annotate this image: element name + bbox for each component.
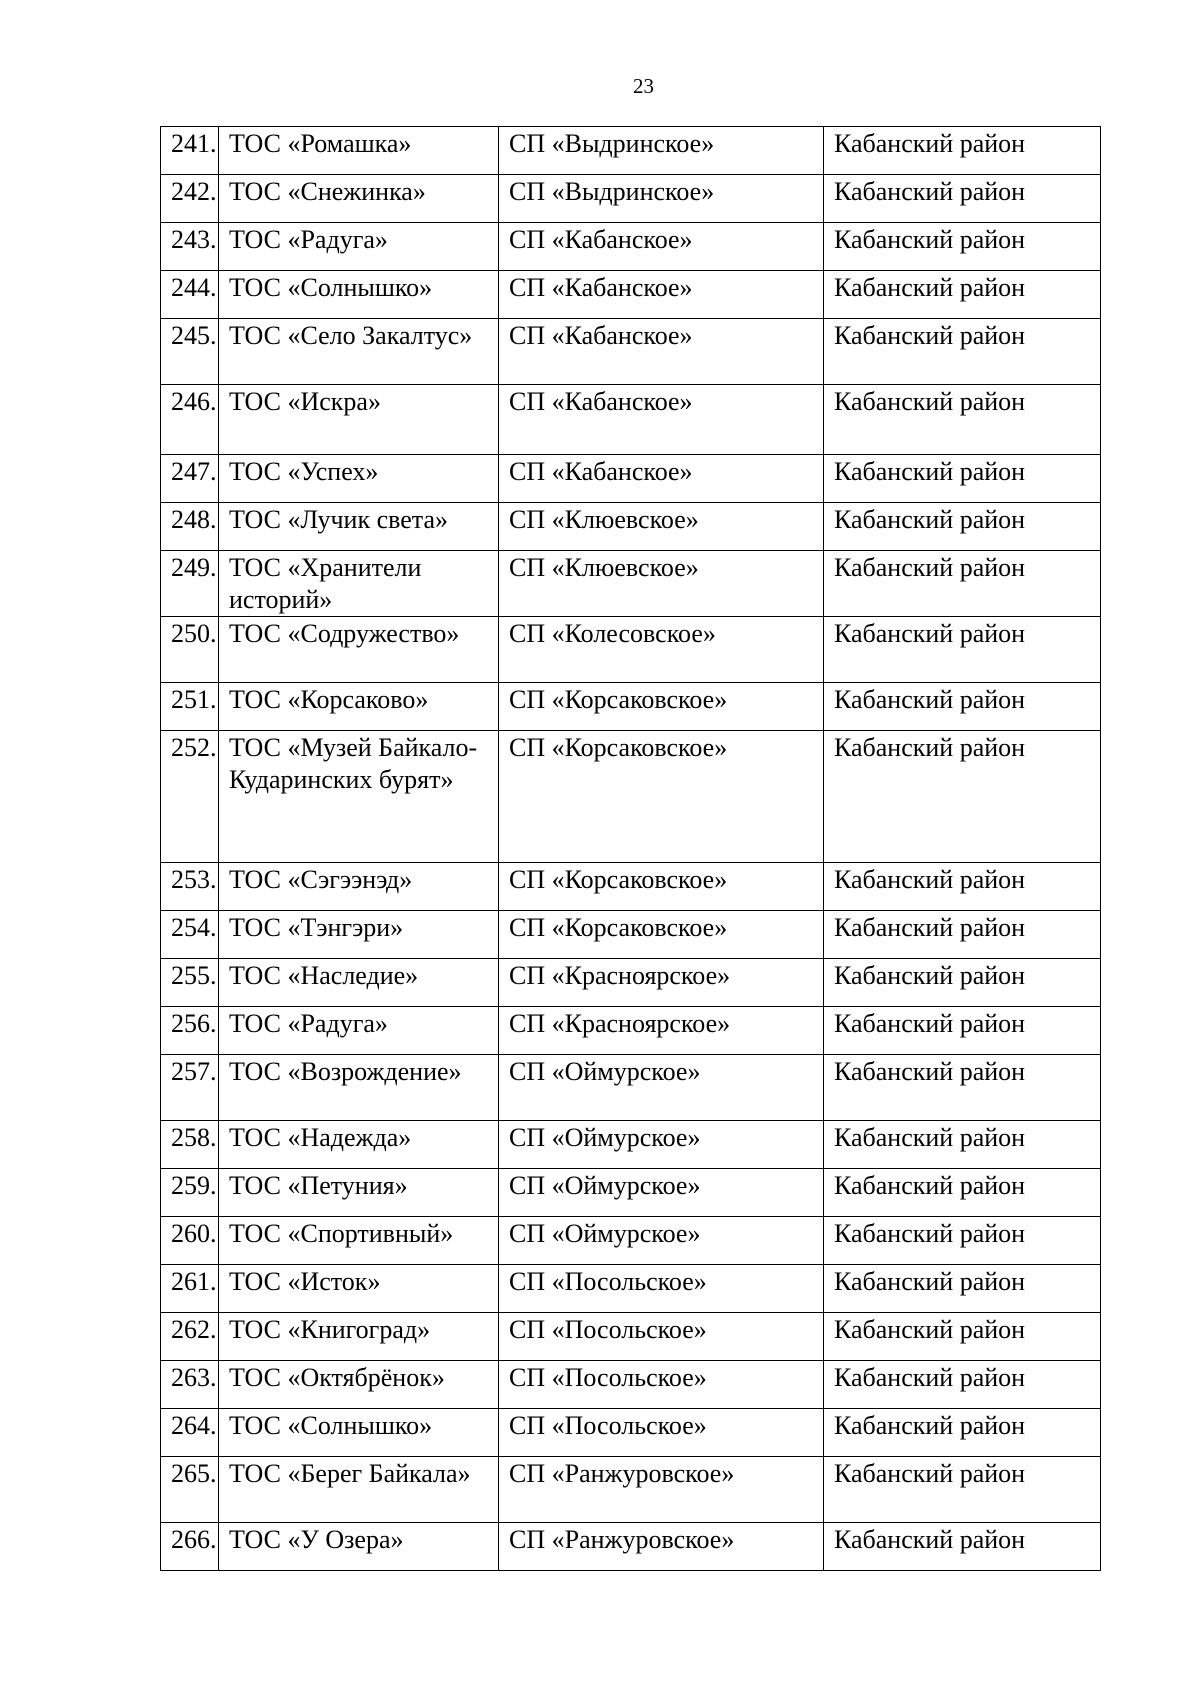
row-number: 258. [161,1121,219,1169]
tos-name: ТОС «Возрождение» [219,1055,499,1121]
table-row [161,1121,1101,1169]
tos-name: ТОС «Корсаково» [219,683,499,731]
settlement-name: СП «Посольское» [499,1313,824,1361]
settlement-name: СП «Клюевское» [499,503,824,551]
settlement-name: СП «Посольское» [499,1265,824,1313]
tos-registry-table [160,126,1101,1571]
row-number: 245. [161,319,219,385]
settlement-name: СП «Посольское» [499,1409,824,1457]
table-row [161,319,1101,385]
row-number: 253. [161,863,219,911]
table-row [161,911,1101,959]
tos-name: ТОС «Солнышко» [219,1409,499,1457]
settlement-name: СП «Корсаковское» [499,731,824,863]
settlement-name: СП «Выдринское» [499,127,824,175]
table-row [161,127,1101,175]
district-name: Кабанский район [824,617,1101,683]
row-number: 259. [161,1169,219,1217]
district-name: Кабанский район [824,1313,1101,1361]
table-row [161,863,1101,911]
district-name: Кабанский район [824,959,1101,1007]
row-number: 263. [161,1361,219,1409]
row-number: 243. [161,223,219,271]
district-name: Кабанский район [824,1217,1101,1265]
row-number: 254. [161,911,219,959]
page-number: 23 [633,74,654,98]
settlement-name: СП «Красноярское» [499,959,824,1007]
district-name: Кабанский район [824,175,1101,223]
tos-name: ТОС «Лучик света» [219,503,499,551]
table-row [161,271,1101,319]
row-number: 265. [161,1457,219,1523]
table-row [161,959,1101,1007]
row-number: 247. [161,455,219,503]
district-name: Кабанский район [824,503,1101,551]
tos-name: ТОС «Наследие» [219,959,499,1007]
table-row [161,503,1101,551]
row-number: 244. [161,271,219,319]
table-row [161,731,1101,863]
row-number: 241. [161,127,219,175]
district-name: Кабанский район [824,1409,1101,1457]
settlement-name: СП «Кабанское» [499,271,824,319]
tos-name: ТОС «Снежинка» [219,175,499,223]
table-row [161,175,1101,223]
district-name: Кабанский район [824,385,1101,455]
settlement-name: СП «Оймурское» [499,1169,824,1217]
district-name: Кабанский район [824,1457,1101,1523]
row-number: 266. [161,1523,219,1571]
row-number: 257. [161,1055,219,1121]
table-row [161,1523,1101,1571]
settlement-name: СП «Корсаковское» [499,863,824,911]
tos-name: ТОС «Петуния» [219,1169,499,1217]
table-row [161,1457,1101,1523]
district-name: Кабанский район [824,1523,1101,1571]
row-number: 248. [161,503,219,551]
tos-name: ТОС «Берег Байкала» [219,1457,499,1523]
district-name: Кабанский район [824,863,1101,911]
district-name: Кабанский район [824,1007,1101,1055]
tos-name: ТОС «Спортивный» [219,1217,499,1265]
settlement-name: СП «Кабанское» [499,223,824,271]
table-row [161,385,1101,455]
table-row [161,551,1101,617]
tos-name: ТОС «Содружество» [219,617,499,683]
tos-name: ТОС «У Озера» [219,1523,499,1571]
settlement-name: СП «Клюевское» [499,551,824,617]
tos-name: ТОС «Солнышко» [219,271,499,319]
tos-name: ТОС «Сэгээнэд» [219,863,499,911]
district-name: Кабанский район [824,1055,1101,1121]
district-name: Кабанский район [824,271,1101,319]
row-number: 251. [161,683,219,731]
district-name: Кабанский район [824,1361,1101,1409]
tos-name: ТОС «Надежда» [219,1121,499,1169]
settlement-name: СП «Корсаковское» [499,911,824,959]
tos-name: ТОС «Тэнгэри» [219,911,499,959]
table-row [161,683,1101,731]
settlement-name: СП «Колесовское» [499,617,824,683]
table-row [161,1409,1101,1457]
table-row [161,455,1101,503]
district-name: Кабанский район [824,731,1101,863]
tos-name: ТОС «Хранители историй» [219,551,499,617]
district-name: Кабанский район [824,551,1101,617]
table-row [161,1217,1101,1265]
district-name: Кабанский район [824,1265,1101,1313]
district-name: Кабанский район [824,223,1101,271]
settlement-name: СП «Посольское» [499,1361,824,1409]
table-row [161,1007,1101,1055]
district-name: Кабанский район [824,1169,1101,1217]
table-row [161,223,1101,271]
table-row [161,617,1101,683]
tos-name: ТОС «Искра» [219,385,499,455]
tos-name: ТОС «Ромашка» [219,127,499,175]
row-number: 242. [161,175,219,223]
settlement-name: СП «Кабанское» [499,385,824,455]
tos-name: ТОС «Успех» [219,455,499,503]
tos-name: ТОС «Радуга» [219,1007,499,1055]
row-number: 256. [161,1007,219,1055]
tos-name: ТОС «Октябрёнок» [219,1361,499,1409]
district-name: Кабанский район [824,1121,1101,1169]
settlement-name: СП «Ранжуровское» [499,1523,824,1571]
table-body [161,127,1101,1571]
table-row [161,1265,1101,1313]
row-number: 252. [161,731,219,863]
row-number: 260. [161,1217,219,1265]
table-row [161,1169,1101,1217]
table-row [161,1361,1101,1409]
tos-name: ТОС «Село Закалтус» [219,319,499,385]
district-name: Кабанский район [824,911,1101,959]
tos-name: ТОС «Исток» [219,1265,499,1313]
district-name: Кабанский район [824,319,1101,385]
row-number: 246. [161,385,219,455]
settlement-name: СП «Оймурское» [499,1217,824,1265]
settlement-name: СП «Красноярское» [499,1007,824,1055]
row-number: 262. [161,1313,219,1361]
settlement-name: СП «Кабанское» [499,455,824,503]
row-number: 261. [161,1265,219,1313]
tos-name: ТОС «Книгоград» [219,1313,499,1361]
row-number: 250. [161,617,219,683]
row-number: 249. [161,551,219,617]
settlement-name: СП «Выдринское» [499,175,824,223]
settlement-name: СП «Корсаковское» [499,683,824,731]
table-row [161,1055,1101,1121]
tos-name: ТОС «Музей Байкало-Кударинских бурят» [219,731,499,863]
district-name: Кабанский район [824,455,1101,503]
settlement-name: СП «Оймурское» [499,1121,824,1169]
district-name: Кабанский район [824,127,1101,175]
settlement-name: СП «Кабанское» [499,319,824,385]
settlement-name: СП «Ранжуровское» [499,1457,824,1523]
row-number: 255. [161,959,219,1007]
table-row [161,1313,1101,1361]
row-number: 264. [161,1409,219,1457]
tos-name: ТОС «Радуга» [219,223,499,271]
settlement-name: СП «Оймурское» [499,1055,824,1121]
district-name: Кабанский район [824,683,1101,731]
